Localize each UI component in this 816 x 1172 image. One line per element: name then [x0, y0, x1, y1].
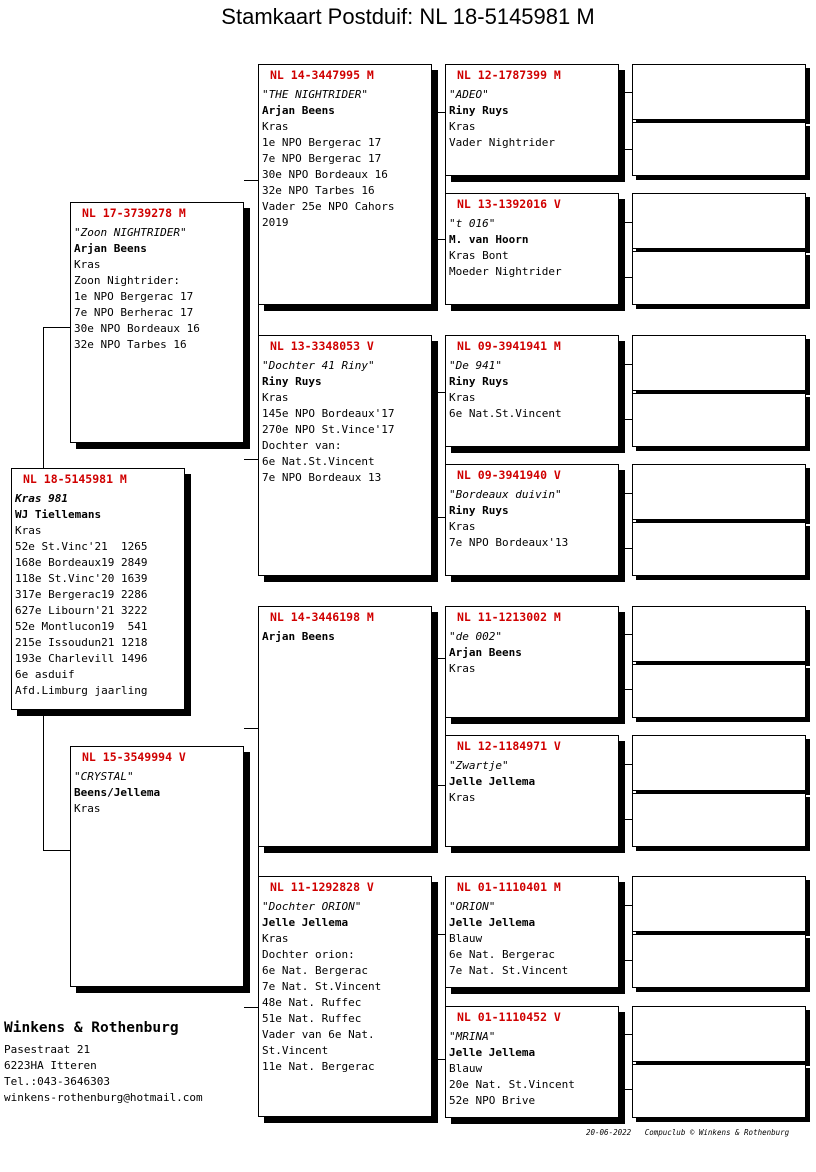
color: Kras [449, 391, 476, 404]
empty-ancestor-box [632, 122, 806, 176]
address-line: Tel.:043-3646303 [4, 1075, 110, 1088]
result-line: 118e St.Vinc'20 1639 [15, 572, 148, 585]
result-line: 6e asduif [15, 668, 75, 681]
color: Kras [15, 524, 42, 537]
pedigree-card-mff [445, 606, 619, 718]
result-line: 7e NPO Bergerac 17 [262, 152, 382, 165]
connector-line [43, 327, 71, 328]
owner: Jelle Jellema [449, 1046, 536, 1059]
owner: Arjan Beens [262, 630, 335, 643]
pedigree-card-fmf [445, 335, 619, 447]
result-line: 52e NPO Brive [449, 1094, 536, 1107]
color: Kras [262, 120, 289, 133]
connector-bracket [619, 493, 633, 549]
ring-number: NL 17-3739278 M [82, 206, 186, 220]
result-line: 193e Charlevill 1496 [15, 652, 148, 665]
color: Kras [449, 791, 476, 804]
result-line: 32e NPO Tarbes 16 [74, 338, 187, 351]
color: Kras [449, 520, 476, 533]
pigeon-name: "De 941" [449, 359, 502, 372]
pigeon-name: "Bordeaux duivin" [449, 488, 562, 501]
empty-ancestor-box [632, 64, 806, 120]
connector-bracket [432, 392, 446, 518]
pedigree-card-mm [258, 876, 432, 1117]
owner: Jelle Jellema [449, 775, 536, 788]
result-line: 627e Libourn'21 3222 [15, 604, 148, 617]
ring-number: NL 12-1184971 V [457, 739, 561, 753]
result-line: 317e Bergerac19 2286 [15, 588, 148, 601]
result-line: Dochter van: [262, 439, 342, 452]
pigeon-name: "ORION" [449, 900, 496, 913]
owner: Riny Ruys [449, 375, 509, 388]
result-line: Dochter orion: [262, 948, 355, 961]
result-line: Moeder Nightrider [449, 265, 562, 278]
pedigree-card-father [70, 202, 244, 443]
owner: Riny Ruys [449, 504, 509, 517]
ring-number: NL 13-3348053 V [270, 339, 374, 353]
address-line: Pasestraat 21 [4, 1043, 91, 1056]
pedigree-card-mother [70, 746, 244, 987]
result-line: Zoon Nightrider: [74, 274, 180, 287]
ring-number: NL 11-1292828 V [270, 880, 374, 894]
result-line: 32e NPO Tarbes 16 [262, 184, 375, 197]
result-line: 6e Nat. Bergerac [449, 948, 555, 961]
empty-ancestor-box [632, 251, 806, 305]
owner: Jelle Jellema [262, 916, 349, 929]
breeder-name: Winkens & Rothenburg [4, 1020, 179, 1036]
pedigree-card-fm [258, 335, 432, 576]
ring-number: NL 09-3941941 M [457, 339, 561, 353]
connector-bracket [619, 92, 633, 150]
empty-ancestor-box [632, 193, 806, 249]
ring-number: NL 01-1110452 V [457, 1010, 561, 1024]
pigeon-name: "THE NIGHTRIDER" [262, 88, 368, 101]
result-line: 168e Bordeaux19 2849 [15, 556, 148, 569]
empty-ancestor-box [632, 934, 806, 988]
owner: Riny Ruys [449, 104, 509, 117]
connector-bracket [244, 180, 259, 460]
result-line: 52e Montlucon19 541 [15, 620, 148, 633]
result-line: 20e Nat. St.Vincent [449, 1078, 575, 1091]
empty-ancestor-box [632, 664, 806, 718]
ring-number: NL 14-3446198 M [270, 610, 374, 624]
pigeon-name: "Dochter ORION" [262, 900, 362, 913]
connector-line [43, 712, 44, 850]
result-line: Afd.Limburg jaarling [15, 684, 148, 697]
pedigree-card-subject [11, 468, 185, 710]
result-line: 7e Nat. St.Vincent [449, 964, 569, 977]
empty-ancestor-box [632, 735, 806, 791]
empty-ancestor-box [632, 876, 806, 932]
connector-bracket [619, 222, 633, 278]
color: Kras [449, 120, 476, 133]
connector-bracket [432, 658, 446, 786]
owner: Jelle Jellema [449, 916, 536, 929]
color: Kras [262, 391, 289, 404]
result-line: 7e NPO Bordeaux 13 [262, 471, 382, 484]
empty-ancestor-box [632, 522, 806, 576]
ring-number: NL 13-1392016 V [457, 197, 561, 211]
color: Blauw [449, 932, 483, 945]
ring-number: NL 11-1213002 M [457, 610, 561, 624]
empty-ancestor-box [632, 464, 806, 520]
pedigree-card-fff [445, 64, 619, 176]
pedigree-card-mmm [445, 1006, 619, 1118]
result-line: 30e NPO Bordeaux 16 [74, 322, 200, 335]
ring-number: NL 15-3549994 V [82, 750, 186, 764]
result-line: 270e NPO St.Vince'17 [262, 423, 395, 436]
result-line: 145e NPO Bordeaux'17 [262, 407, 395, 420]
address-line: 6223HA Itteren [4, 1059, 97, 1072]
pedigree-card-ffm [445, 193, 619, 305]
pigeon-name: "t 016" [449, 217, 496, 230]
result-line: 7e NPO Berherac 17 [74, 306, 194, 319]
result-line: Vader Nightrider [449, 136, 555, 149]
empty-ancestor-box [632, 606, 806, 662]
color: Kras [74, 802, 101, 815]
empty-ancestor-box [632, 393, 806, 447]
connector-bracket [619, 364, 633, 420]
pigeon-name: "MRINA" [449, 1030, 496, 1043]
color: Kras [262, 932, 289, 945]
connector-bracket [619, 634, 633, 690]
pigeon-name: "Zwartje" [449, 759, 509, 772]
pigeon-name: "Dochter 41 Riny" [262, 359, 375, 372]
ring-number: NL 01-1110401 M [457, 880, 561, 894]
owner: Arjan Beens [262, 104, 335, 117]
ring-number: NL 09-3941940 V [457, 468, 561, 482]
email-line: winkens-rothenburg@hotmail.com [4, 1091, 203, 1104]
result-line: 215e Issoudun21 1218 [15, 636, 148, 649]
pedigree-card-mmf [445, 876, 619, 988]
empty-ancestor-box [632, 1064, 806, 1118]
owner: WJ Tiellemans [15, 508, 102, 521]
pedigree-card-fmm [445, 464, 619, 576]
page-title: Stamkaart Postduif: NL 18-5145981 M [221, 4, 595, 29]
breeder-address [4, 1018, 203, 1106]
owner: Riny Ruys [262, 375, 322, 388]
result-line: Vader van 6e Nat. [262, 1028, 375, 1041]
owner: Arjan Beens [449, 646, 522, 659]
result-line: 1e NPO Bergerac 17 [262, 136, 382, 149]
result-line: 51e Nat. Ruffec [262, 1012, 362, 1025]
credits-line: 20-06-2022 Compuclub © Winkens & Rothenburg [586, 1128, 790, 1137]
color: Blauw [449, 1062, 483, 1075]
pigeon-name: "ADEO" [449, 88, 489, 101]
result-line: 52e St.Vinc'21 1265 [15, 540, 148, 553]
empty-ancestor-box [632, 793, 806, 847]
pedigree-card-mf [258, 606, 432, 847]
result-line: 11e Nat. Bergerac [262, 1060, 375, 1073]
ring-number: NL 12-1787399 M [457, 68, 561, 82]
pedigree-card-ff [258, 64, 432, 305]
result-line: 2019 [262, 216, 289, 229]
owner: M. van Hoorn [449, 233, 529, 246]
pigeon-name: "Zoon NIGHTRIDER" [74, 226, 187, 239]
ring-number: NL 14-3447995 M [270, 68, 374, 82]
connector-bracket [244, 728, 259, 1008]
pigeon-name: "CRYSTAL" [74, 770, 134, 783]
result-line: 48e Nat. Ruffec [262, 996, 362, 1009]
pigeon-name: Kras 981 [15, 492, 68, 505]
result-line: 6e Nat. Bergerac [262, 964, 368, 977]
ring-number: NL 18-5145981 M [23, 472, 127, 486]
owner: Arjan Beens [74, 242, 147, 255]
result-line: 6e Nat.St.Vincent [449, 407, 562, 420]
pedigree-card-mfm [445, 735, 619, 847]
result-line: 7e Nat. St.Vincent [262, 980, 382, 993]
color: Kras [74, 258, 101, 271]
result-line: Vader 25e NPO Cahors [262, 200, 395, 213]
connector-bracket [619, 1034, 633, 1090]
connector-bracket [432, 112, 446, 240]
pigeon-name: "de 002" [449, 630, 502, 643]
result-line: St.Vincent [262, 1044, 329, 1057]
result-line: 7e NPO Bordeaux'13 [449, 536, 569, 549]
connector-line [43, 327, 44, 470]
connector-line [43, 850, 71, 851]
color: Kras [449, 662, 476, 675]
connector-bracket [619, 764, 633, 820]
connector-bracket [432, 934, 446, 1060]
color: Kras Bont [449, 249, 509, 262]
connector-bracket [619, 905, 633, 961]
empty-ancestor-box [632, 335, 806, 391]
result-line: 6e Nat.St.Vincent [262, 455, 375, 468]
result-line: 30e NPO Bordeaux 16 [262, 168, 388, 181]
empty-ancestor-box [632, 1006, 806, 1062]
owner: Beens/Jellema [74, 786, 161, 799]
result-line: 1e NPO Bergerac 17 [74, 290, 194, 303]
